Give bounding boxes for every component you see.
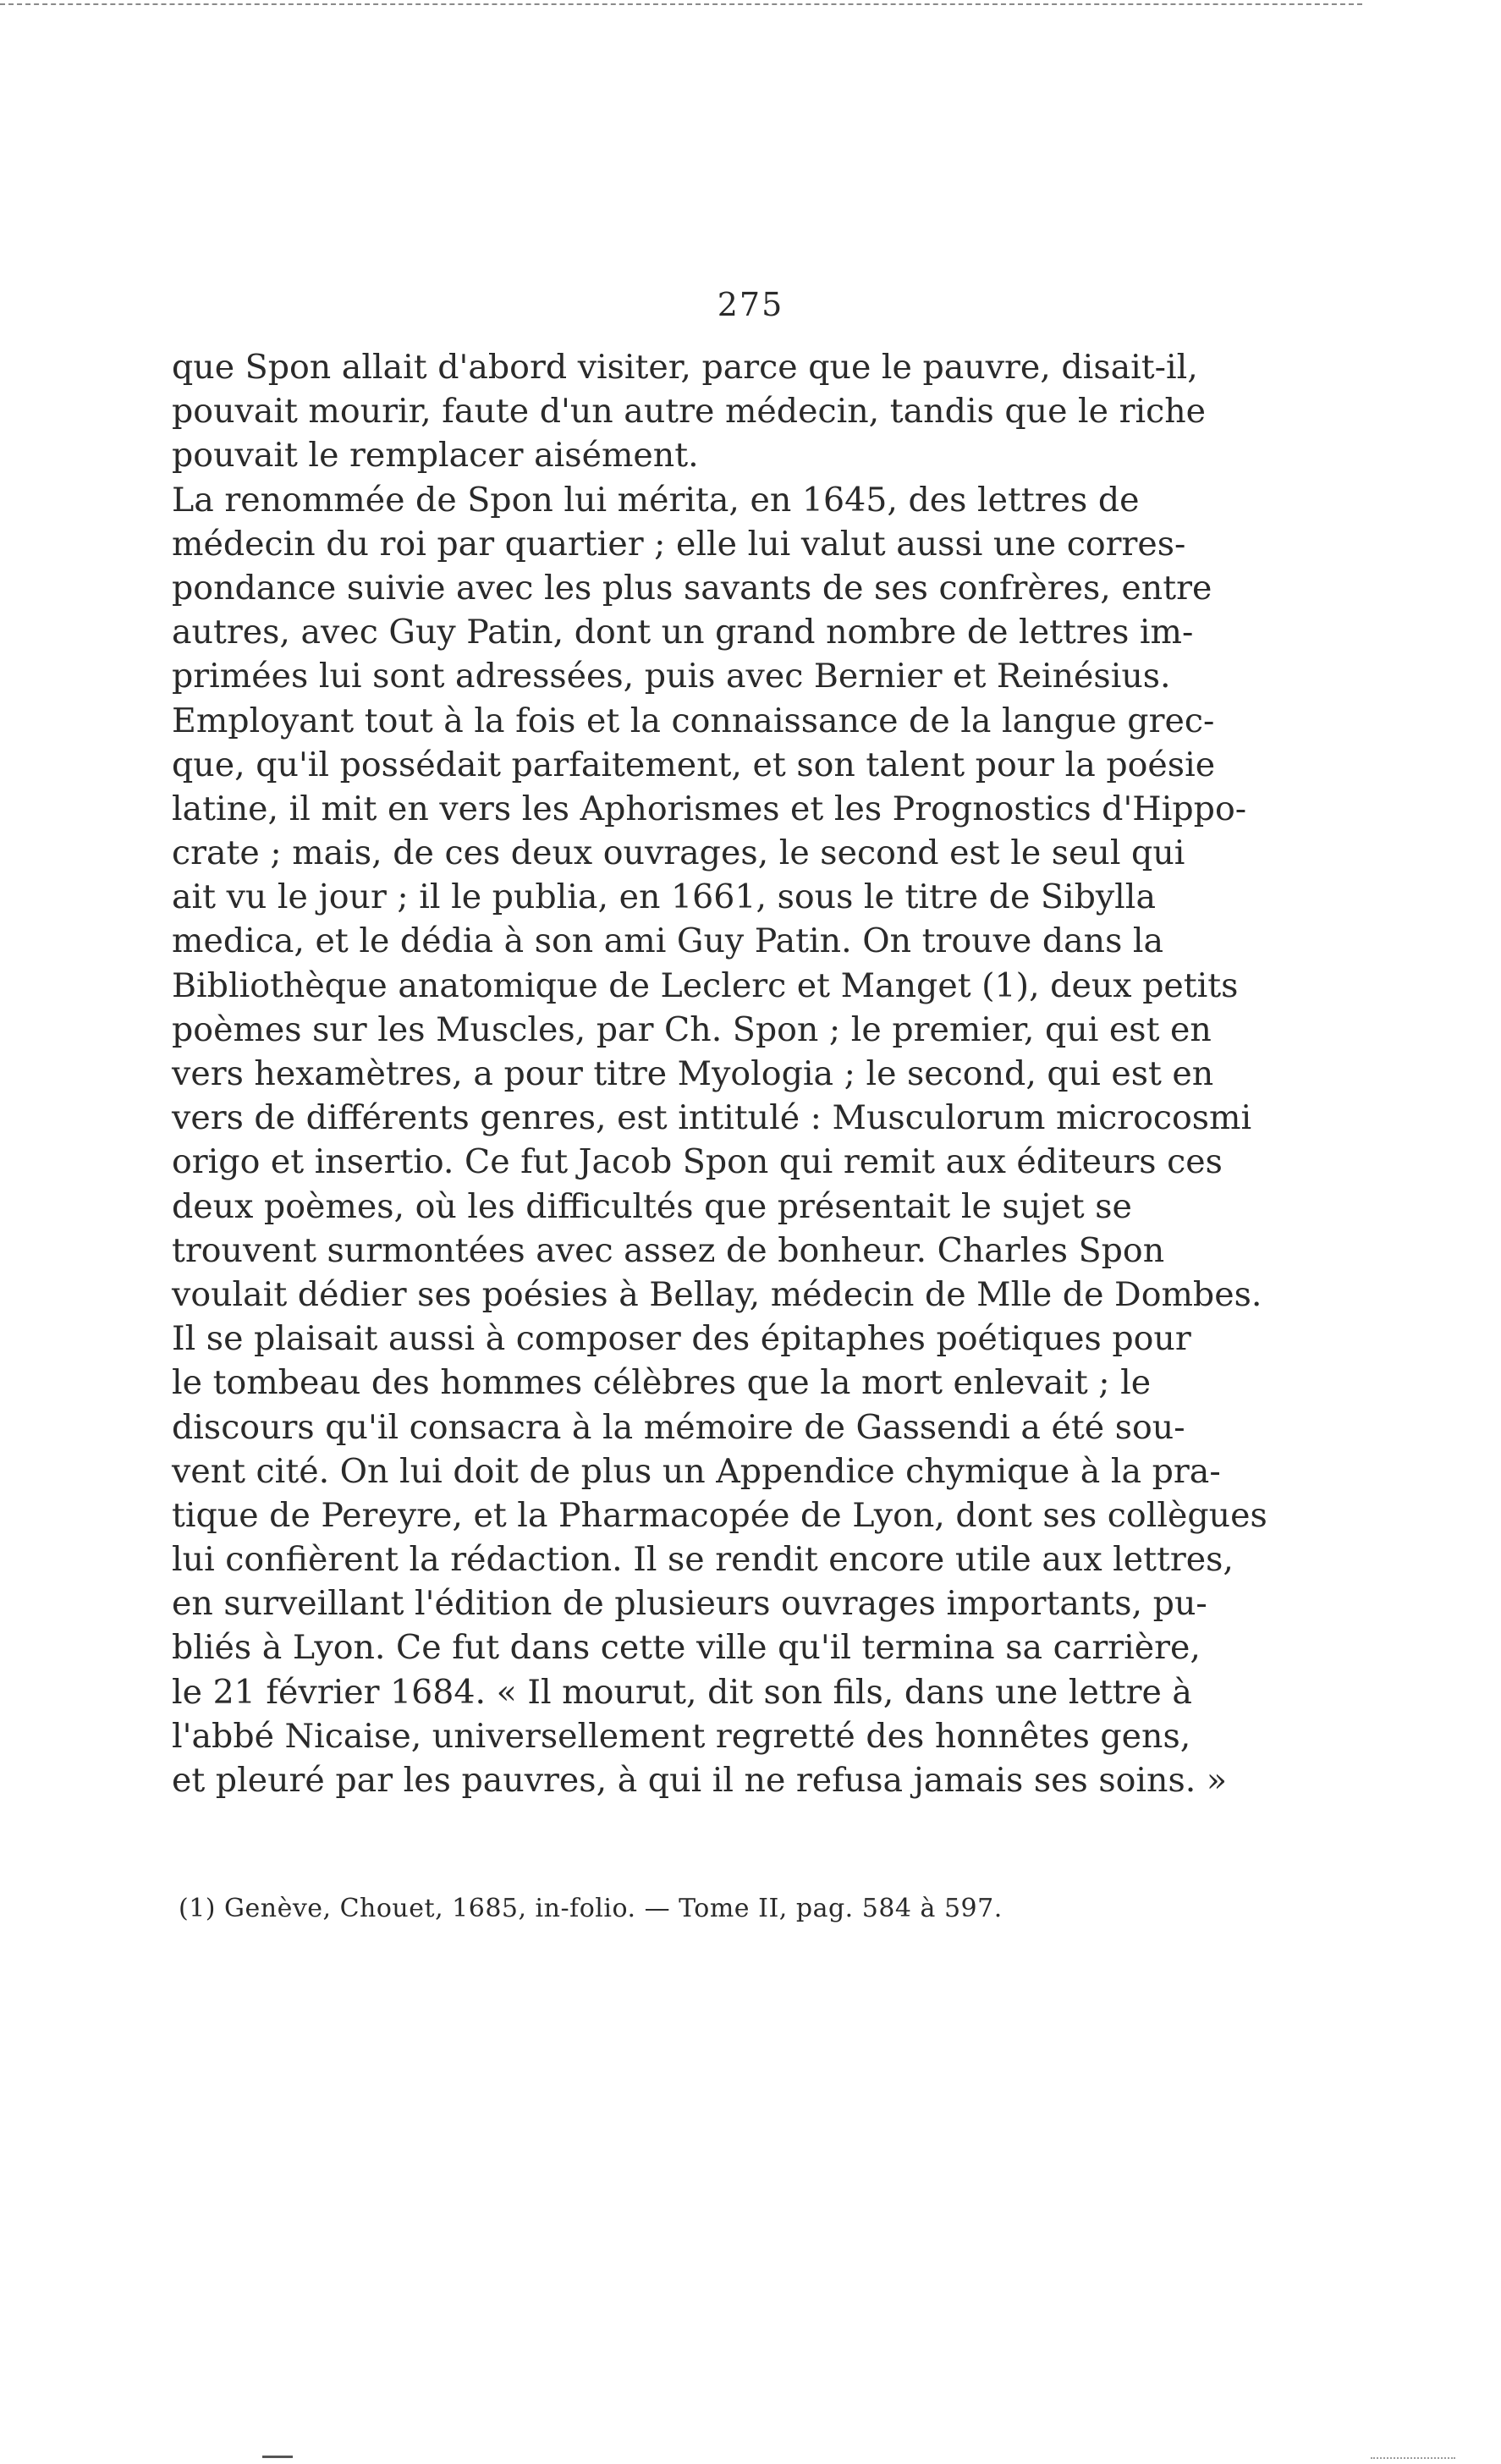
text-line: poèmes sur les Muscles, par Ch. Spon ; le premier, qui est en (172, 1009, 1212, 1049)
text-line: autres, avec Guy Patin, dont un grand nombre de lettres im- (172, 613, 1194, 652)
text-line: tique de Pereyre, et la Pharmacopée de Lyon, dont ses collègues (172, 1495, 1267, 1535)
text-line: le 21 février 1684. « Il mourut, dit son fils, dans une lettre à (172, 1672, 1192, 1712)
text-line: Employant tout à la fois et la connaissance de la langue grec- (172, 701, 1215, 740)
body-text (172, 345, 1267, 1802)
top-scan-border (0, 3, 1362, 5)
text-line: Il se plaisait aussi à composer des épitaphes poétiques pour (172, 1319, 1191, 1359)
text-line: vent cité. On lui doit de plus un Appendice chymique à la pra- (172, 1451, 1221, 1491)
footnote: (1) Genève, Chouet, 1685, in-folio. — Tome II, pag. 584 à 597. (179, 1894, 1003, 1923)
text-line: primées lui sont adressées, puis avec Bernier et Reinésius. (172, 657, 1171, 696)
text-line: que Spon allait d'abord visiter, parce que le pauvre, disait-il, (172, 348, 1198, 387)
text-line: Bibliothèque anatomique de Leclerc et Manget (1), deux petits (172, 965, 1239, 1005)
text-line: latine, il mit en vers les Aphorismes et les Prognostics d'Hippo- (172, 789, 1247, 828)
text-line: pondance suivie avec les plus savants de ses confrères, entre (172, 568, 1212, 608)
text-line: La renommée de Spon lui mérita, en 1645, des lettres de (172, 480, 1140, 520)
text-line: ait vu le jour ; il le publia, en 1661, sous le titre de Sibylla (172, 877, 1156, 917)
text-line: vers de différents genres, est intitulé : Musculorum microcosmi (172, 1098, 1252, 1138)
text-line: médecin du roi par quartier ; elle lui valut aussi une corres- (172, 524, 1186, 564)
text-line: vers hexamètres, a pour titre Myologia ; le second, qui est en (172, 1054, 1214, 1093)
text-line: deux poèmes, où les difficultés que présentait le sujet se (172, 1186, 1132, 1226)
text-line: l'abbé Nicaise, universellement regretté des honnêtes gens, (172, 1716, 1191, 1756)
text-line: le tombeau des hommes célèbres que la mort enlevait ; le (172, 1363, 1152, 1403)
text-line: en surveillant l'édition de plusieurs ouvrages importants, pu- (172, 1584, 1207, 1624)
bottom-scan-border (1371, 2457, 1455, 2459)
text-line: bliés à Lyon. Ce fut dans cette ville qu'il termina sa carrière, (172, 1628, 1201, 1668)
bottom-scan-mark (262, 2456, 293, 2458)
text-line: discours qu'il consacra à la mémoire de Gassendi a été sou- (172, 1407, 1185, 1447)
text-line: origo et insertio. Ce fut Jacob Spon qui remit aux éditeurs ces (172, 1142, 1223, 1182)
text-line: et pleuré par les pauvres, à qui il ne refusa jamais ses soins. » (172, 1761, 1228, 1800)
text-line: trouvent surmontées avec assez de bonheur. Charles Spon (172, 1230, 1165, 1270)
text-line: pouvait mourir, faute d'un autre médecin, tandis que le riche (172, 392, 1207, 432)
text-line: que, qu'il possédait parfaitement, et son talent pour la poésie (172, 745, 1216, 784)
text-line: lui confièrent la rédaction. Il se rendit encore utile aux lettres, (172, 1540, 1234, 1580)
text-line: crate ; mais, de ces deux ouvrages, le second est le seul qui (172, 833, 1185, 873)
text-line: pouvait le remplacer aisément. (172, 436, 699, 476)
page-number: 275 (717, 286, 784, 323)
text-line: medica, et le dédia à son ami Guy Patin. On trouve dans la (172, 921, 1164, 961)
text-line: voulait dédier ses poésies à Bellay, médecin de Mlle de Dombes. (172, 1274, 1262, 1314)
